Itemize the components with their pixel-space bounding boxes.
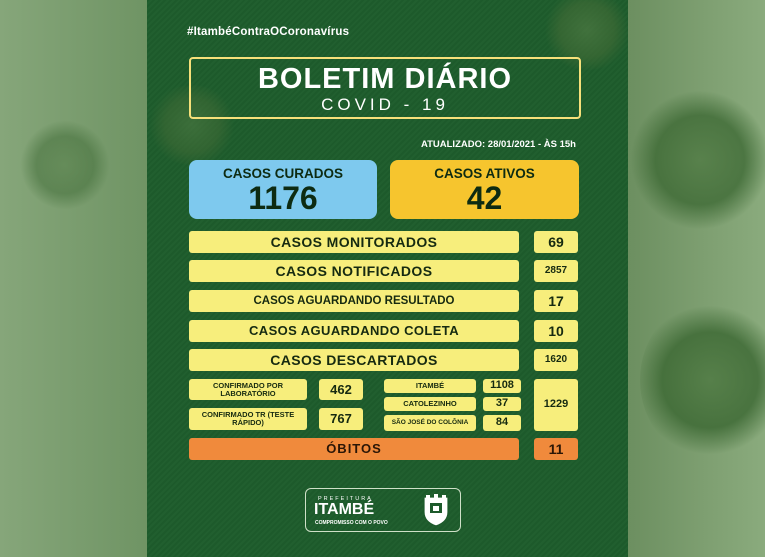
notified-cases-label: CASOS NOTIFICADOS [189, 260, 519, 282]
monitored-cases-value: 69 [534, 231, 578, 253]
cured-cases-value: 1176 [248, 180, 318, 216]
locality-sao-jose-value: 84 [483, 415, 521, 431]
awaiting-collection-label: CASOS AGUARDANDO COLETA [189, 320, 519, 342]
active-cases-value: 42 [466, 180, 503, 216]
hashtag: #ItambéContraOCoronavírus [187, 26, 350, 38]
title-box [189, 57, 581, 119]
cured-cases-label: CASOS CURADOS [222, 166, 343, 181]
active-cases-label: CASOS ATIVOS [434, 166, 535, 181]
confirmed-rapid-value: 767 [319, 408, 363, 430]
discarded-cases-label: CASOS DESCARTADOS [189, 349, 519, 371]
bulletin-title: BOLETIM DIÁRIO [257, 63, 513, 95]
locality-itambe-label: ITAMBÉ [384, 379, 476, 393]
locality-catolezinho-label: CATOLEZINHO [384, 397, 476, 411]
cured-cases-card [189, 160, 377, 219]
awaiting-result-value: 17 [534, 290, 578, 312]
confirmed-total-value: 1229 [534, 379, 578, 431]
virus-illustration-right-top [630, 90, 765, 230]
locality-catolezinho-value: 37 [483, 397, 521, 411]
locality-itambe-value: 1108 [483, 379, 521, 393]
city-logo [305, 488, 461, 532]
awaiting-result-label: CASOS AGUARDANDO RESULTADO [189, 290, 519, 312]
confirmed-lab-label: CONFIRMADO POR LABORATÓRIO [189, 379, 307, 400]
background-right [628, 0, 765, 557]
locality-sao-jose-label: SÃO JOSÉ DO COLÔNIA [384, 415, 476, 431]
discarded-cases-value: 1620 [534, 349, 578, 371]
deaths-value: 11 [534, 438, 578, 460]
logo-prefix: PREFEITURA [318, 496, 373, 502]
confirmed-lab-value: 462 [319, 379, 363, 400]
logo-slogan: COMPROMISSO COM O POVO [315, 520, 388, 526]
active-cases-card [390, 160, 579, 219]
city-seal-icon [421, 494, 451, 527]
background-left [0, 0, 147, 557]
awaiting-collection-value: 10 [534, 320, 578, 342]
bulletin-board [147, 0, 628, 557]
logo-name: ITAMBÉ [314, 501, 375, 518]
notified-cases-value: 2857 [534, 260, 578, 282]
updated-timestamp: ATUALIZADO: 28/01/2021 - ÀS 15h [420, 139, 576, 150]
confirmed-rapid-label: CONFIRMADO TR (TESTE RÁPIDO) [189, 408, 307, 430]
monitored-cases-label: CASOS MONITORADOS [189, 231, 519, 253]
deaths-label: ÓBITOS [189, 438, 519, 460]
bulletin-subtitle: COVID - 19 [321, 95, 449, 114]
virus-illustration-left [20, 120, 110, 210]
